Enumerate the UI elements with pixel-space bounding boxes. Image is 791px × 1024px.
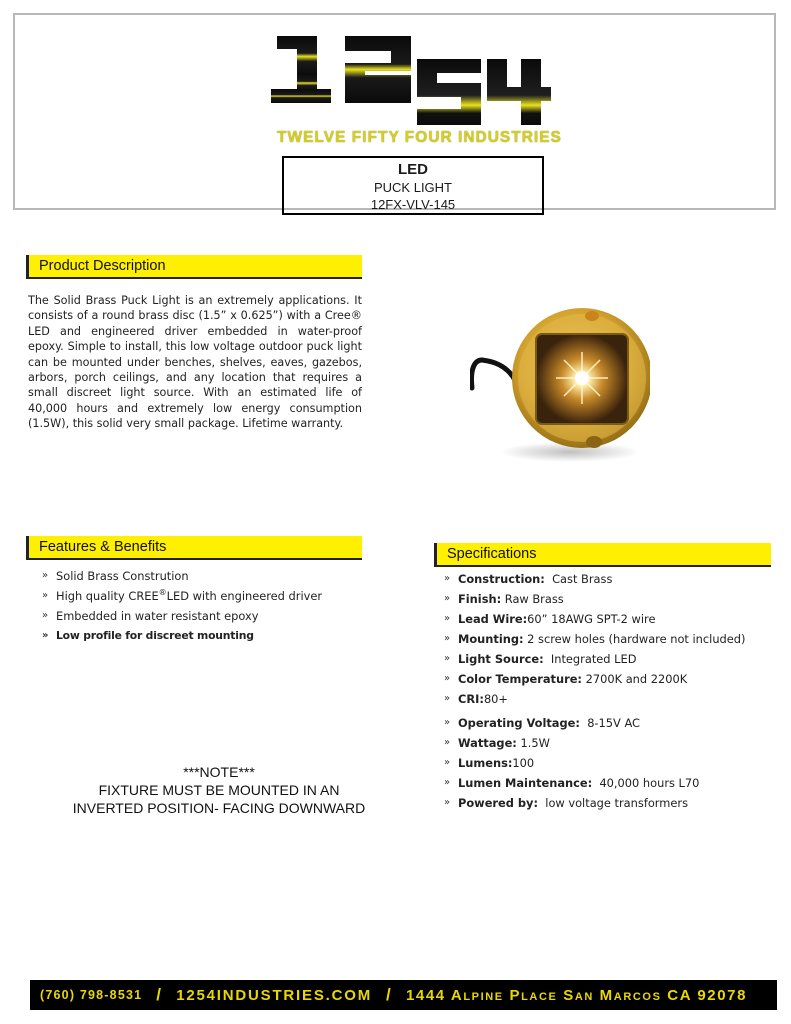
bullet-icon: » bbox=[42, 610, 49, 621]
spec-label: CRI: bbox=[458, 692, 484, 706]
spec-row bbox=[444, 652, 745, 672]
note-title: ***NOTE*** bbox=[183, 764, 255, 780]
spec-value: 60” 18AWG SPT-2 wire bbox=[527, 612, 656, 626]
bullet-icon: » bbox=[444, 613, 451, 624]
features-heading: Features & Benefits bbox=[26, 536, 362, 560]
footer-separator: / bbox=[156, 985, 163, 1004]
bullet-icon: » bbox=[444, 593, 451, 604]
spec-row bbox=[444, 796, 745, 816]
spec-value: Raw Brass bbox=[504, 592, 564, 606]
spec-row bbox=[444, 572, 745, 592]
spec-row bbox=[444, 672, 745, 692]
features-list bbox=[42, 569, 322, 649]
spec-value: 1.5W bbox=[520, 736, 550, 750]
bullet-icon: » bbox=[444, 757, 451, 768]
spec-row bbox=[444, 612, 745, 632]
spec-label: Lumen Maintenance: bbox=[458, 776, 593, 790]
spec-row bbox=[444, 632, 745, 652]
spec-value: 8-15V AC bbox=[587, 716, 640, 730]
note-line: FIXTURE MUST BE MOUNTED IN AN bbox=[98, 782, 340, 798]
bullet-icon: » bbox=[444, 633, 451, 644]
product-description-heading: Product Description bbox=[26, 255, 362, 279]
list-item: » High quality CREE®LED with engineered driver bbox=[42, 588, 323, 603]
spec-label: Color Temperature: bbox=[458, 672, 582, 686]
spec-value: 40,000 hours L70 bbox=[599, 776, 700, 790]
bullet-icon: » bbox=[444, 777, 451, 788]
product-type: LED bbox=[398, 161, 428, 178]
footer-website: 1254INDUSTRIES.COM bbox=[176, 986, 372, 1004]
mounting-note bbox=[60, 763, 378, 817]
list-item: » Solid Brass Constrution bbox=[42, 569, 189, 583]
bullet-icon: » bbox=[444, 717, 451, 728]
spec-label: Construction: bbox=[458, 572, 545, 586]
spec-label: Lead Wire: bbox=[458, 612, 528, 626]
footer-contact-bar bbox=[30, 980, 777, 1010]
specifications-heading: Specifications bbox=[434, 543, 771, 567]
bullet-icon: » bbox=[444, 573, 451, 584]
product-title-box bbox=[282, 156, 544, 215]
spec-row bbox=[444, 756, 745, 776]
footer-address: 1444 Alpine Place San Marcos CA 92078 bbox=[405, 986, 748, 1004]
bullet-icon: » bbox=[42, 570, 49, 581]
bullet-icon: » bbox=[42, 590, 49, 601]
spec-label: Lumens: bbox=[458, 756, 513, 770]
spec-label: Finish: bbox=[458, 592, 502, 606]
spec-label: Powered by: bbox=[458, 796, 539, 810]
footer-phone: (760) 798-8531 bbox=[40, 988, 143, 1002]
spec-value: 2700K and 2200K bbox=[585, 672, 688, 686]
product-description-text: The Solid Brass Puck Light is an extremely applications. It consists of a round brass disc (1.5” x 0.625”) with a Cree® LED and engineered driver embedded in water-proof epoxy. Simple to install, this low voltage outdoor puck light can be mounted under benches, shelves, eaves, gazebos, arbors, porch ceilings, and any location that requires a small discreet light source. With an estimated life of 40,000 hours and extremely low energy consumption (1.5W), this solid very small package. Lifetime warranty. bbox=[28, 294, 362, 431]
specifications-list bbox=[444, 572, 745, 816]
bullet-icon: » bbox=[444, 673, 451, 684]
list-item: » Low profile for discreet mounting bbox=[42, 629, 254, 642]
spec-value: low voltage transformers bbox=[545, 796, 688, 810]
spec-value: Integrated LED bbox=[550, 652, 637, 666]
spec-value: Cast Brass bbox=[552, 572, 613, 586]
spec-row bbox=[444, 716, 745, 736]
company-logo bbox=[265, 33, 555, 128]
bullet-icon: » bbox=[444, 797, 451, 808]
product-model: 12FX-VLV-145 bbox=[370, 197, 456, 212]
spec-value: 100 bbox=[512, 756, 535, 770]
spec-row bbox=[444, 776, 745, 796]
spec-label: Light Source: bbox=[458, 652, 544, 666]
list-item: » Embedded in water resistant epoxy bbox=[42, 609, 259, 623]
note-line: INVERTED POSITION- FACING DOWNWARD bbox=[72, 800, 366, 816]
registered-mark: ® bbox=[158, 588, 167, 598]
bullet-icon: » bbox=[444, 653, 451, 664]
bullet-icon: » bbox=[444, 737, 451, 748]
footer-separator: / bbox=[386, 985, 392, 1004]
spec-value: 2 screw holes (hardware not included) bbox=[527, 632, 746, 646]
header-box bbox=[13, 13, 776, 210]
spec-row bbox=[444, 692, 745, 712]
bullet-icon: » bbox=[42, 630, 49, 641]
product-image bbox=[470, 290, 650, 470]
spec-row bbox=[444, 592, 745, 612]
spec-label: Mounting: bbox=[458, 632, 524, 646]
spec-row bbox=[444, 736, 745, 756]
spec-label: Operating Voltage: bbox=[458, 716, 580, 730]
bullet-icon: » bbox=[444, 693, 451, 704]
spec-value: 80+ bbox=[483, 692, 508, 706]
spec-label: Wattage: bbox=[458, 736, 517, 750]
product-name: PUCK LIGHT bbox=[373, 180, 452, 195]
company-tagline: TWELVE FIFTY FOUR INDUSTRIES bbox=[277, 129, 562, 146]
